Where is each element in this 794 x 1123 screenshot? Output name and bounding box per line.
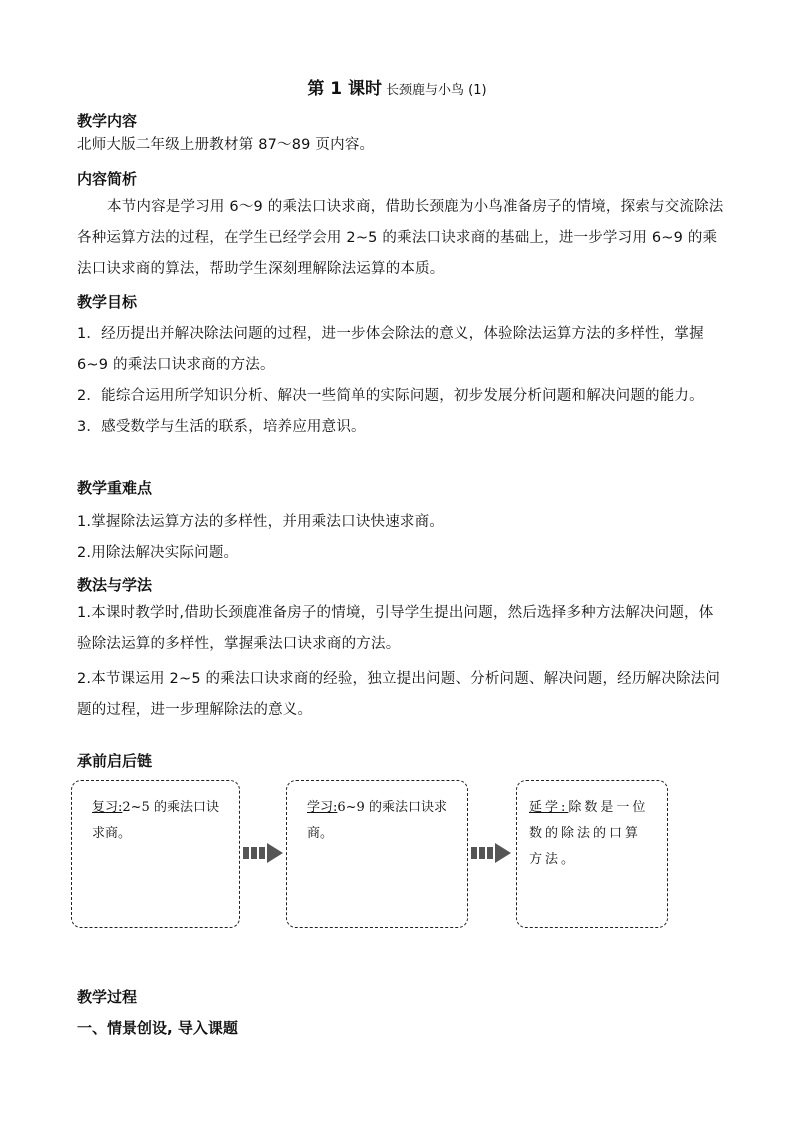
key-points-section	[77, 477, 727, 569]
method-item: 1.本课时教学时,借助长颈鹿准备房子的情境，引导学生提出问题，然后选择多种方法解决问题，体验除法运算的多样性，掌握乘法口诀求商的方法。	[77, 605, 714, 652]
arrow-right-icon	[471, 843, 511, 863]
content-heading: 教学内容	[77, 112, 138, 130]
goals-section	[77, 291, 727, 443]
summary-text: 本节内容是学习用 6～9 的乘法口诀求商，借助长颈鹿为小鸟准备房子的情境，探索与交流除法各种运算方法的过程，在学生已经学会用 2~5 的乘法口诀求商的基础上，进一步学习用 6~9 的乘法口诀求商的算法，帮助学生深刻理解除法运算的本质。	[77, 199, 724, 277]
methods-section	[77, 574, 727, 726]
key-point-item: 1.掌握除法运算方法的多样性，并用乘法口诀快速求商。	[77, 514, 445, 530]
chain-heading: 承前启后链	[77, 752, 153, 770]
chain-box-label: 延学:	[529, 800, 569, 815]
summary-section	[77, 168, 727, 285]
content-text: 北师大版二年级上册教材第 87～89 页内容。	[77, 137, 375, 153]
chain-box-text: 2~5 的乘法口诀求商。	[92, 800, 219, 841]
goal-item: 3．感受数学与生活的联系，培养应用意识。	[77, 419, 366, 435]
chain-box-extend	[516, 780, 668, 928]
chain-box-label: 学习:	[307, 800, 338, 815]
chain-section	[77, 750, 727, 772]
goal-item: 2．能综合运用所学知识分析、解决一些简单的实际问题，初步发展分析问题和解决问题的能力。	[77, 388, 704, 404]
method-item: 2.本节课运用 2~5 的乘法口诀求商的经验，独立提出问题、分析问题、解决问题，经历解决除法问题的过程，进一步理解除法的意义。	[77, 671, 721, 718]
lesson-title	[0, 78, 794, 102]
chain-box-label: 复习:	[92, 800, 123, 815]
process-section-title: 一、情景创设, 导入课题	[77, 1019, 238, 1037]
chain-box-review	[71, 780, 240, 928]
arrow-right-icon	[243, 843, 283, 863]
process-section	[77, 986, 727, 1039]
methods-heading: 教法与学法	[77, 576, 153, 594]
key-point-item: 2.用除法解决实际问题。	[77, 545, 239, 561]
chain-box-learn	[286, 780, 468, 928]
key-points-heading: 教学重难点	[77, 479, 153, 497]
chain-box-text: 除数是一位数的除法的口算方法。	[529, 800, 649, 867]
content-section	[77, 110, 727, 158]
summary-heading: 内容简析	[77, 170, 138, 188]
goal-item: 1．经历提出并解决除法问题的过程，进一步体会除法的意义，体验除法运算方法的多样性，掌握 6~9 的乘法口诀求商的方法。	[77, 326, 704, 373]
lesson-title-sub: 长颈鹿与小鸟 (1)	[386, 83, 487, 98]
lesson-title-main: 第 1 课时	[307, 79, 383, 99]
process-heading: 教学过程	[77, 988, 138, 1006]
goals-heading: 教学目标	[77, 293, 138, 311]
chain-box-text: 6~9 的乘法口诀求商。	[307, 800, 447, 841]
